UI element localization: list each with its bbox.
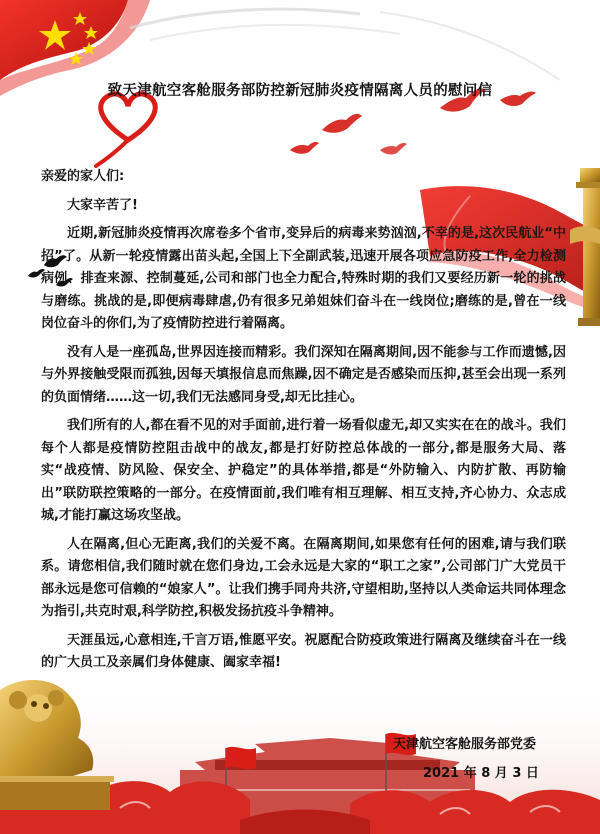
signature: 天津航空客舱服务部党委	[393, 737, 537, 752]
salutation: 亲爱的家人们:	[41, 169, 125, 184]
paragraph-2: 没有人是一座孤岛,世界因连接而精彩。我们深知在隔离期间,因不能参与工作而遗憾,因与外界接触受限而孤独,因每天填报信息而焦躁,因不确定是否感染而压抑,甚至会出现一系列的负面情绪……这一切,我们无法感同身受,却无比挂心。	[41, 344, 566, 405]
paragraph-4: 人在隔离,但心无距离,我们的关爱不离。在隔离期间,如果您有任何的困难,请与我们联系。请您相信,我们随时就在您们身边,工会永远是大家的“职工之家”,公司部门广大党员干部永远是您可信赖的“娘家人”。让我们携手同舟共济,守望相助,坚持以人类命运共同体理念为指引,共克时艰,科学防控,积极发扬抗疫斗争精神。	[41, 536, 566, 619]
letter-body	[41, 166, 566, 675]
paragraph-5: 天涯虽远,心意相连,千言万语,惟愿平安。祝愿配合防疫政策进行隔离及继续奋斗在一线的广大员工及亲属们身体健康、阖家幸福!	[41, 632, 566, 670]
date: 2021 年 8 月 3 日	[423, 766, 539, 781]
page-title: 致天津航空客舱服务部防控新冠肺炎疫情隔离人员的慰问信	[107, 83, 493, 99]
paragraph-3: 我们所有的人,都在看不见的对手面前,进行着一场看似虚无,却又实实在在的战斗。我们每个人都是疫情防控阻击战中的战友,都是打好防控总体战的一部分,都是服务大局、落实“战疫情、防风险、保安全、护稳定”的具体举措,都是“外防输入、内防扩散、再防输出”联防联控策略的一部分。在疫情面前,我们唯有相互理解、相互支持,齐心协力、众志成城,才能打赢这场攻坚战。	[41, 418, 566, 523]
greeting: 大家辛苦了!	[67, 197, 138, 213]
ribbon-heart-icon	[96, 94, 155, 166]
signature-block	[393, 730, 539, 788]
paragraph-1: 近期,新冠肺炎疫情再次席卷多个省市,变异后的病毒来势汹汹,不幸的是,这次民航业“中招”了。从新一轮疫情露出苗头起,全国上下全副武装,迅速开展各项应急防疫工作,全力检测病例、排查来源、控制蔓延,公司和部门也全力配合,特殊时期的我们又要经历新一轮的挑战与磨练。挑战的是,即便病毒肆虐,仍有很多兄弟姐妹们奋斗在一线岗位;磨练的是,曾在一线岗位奋斗的你们,为了疫情防控进行着隔离。	[41, 226, 566, 331]
